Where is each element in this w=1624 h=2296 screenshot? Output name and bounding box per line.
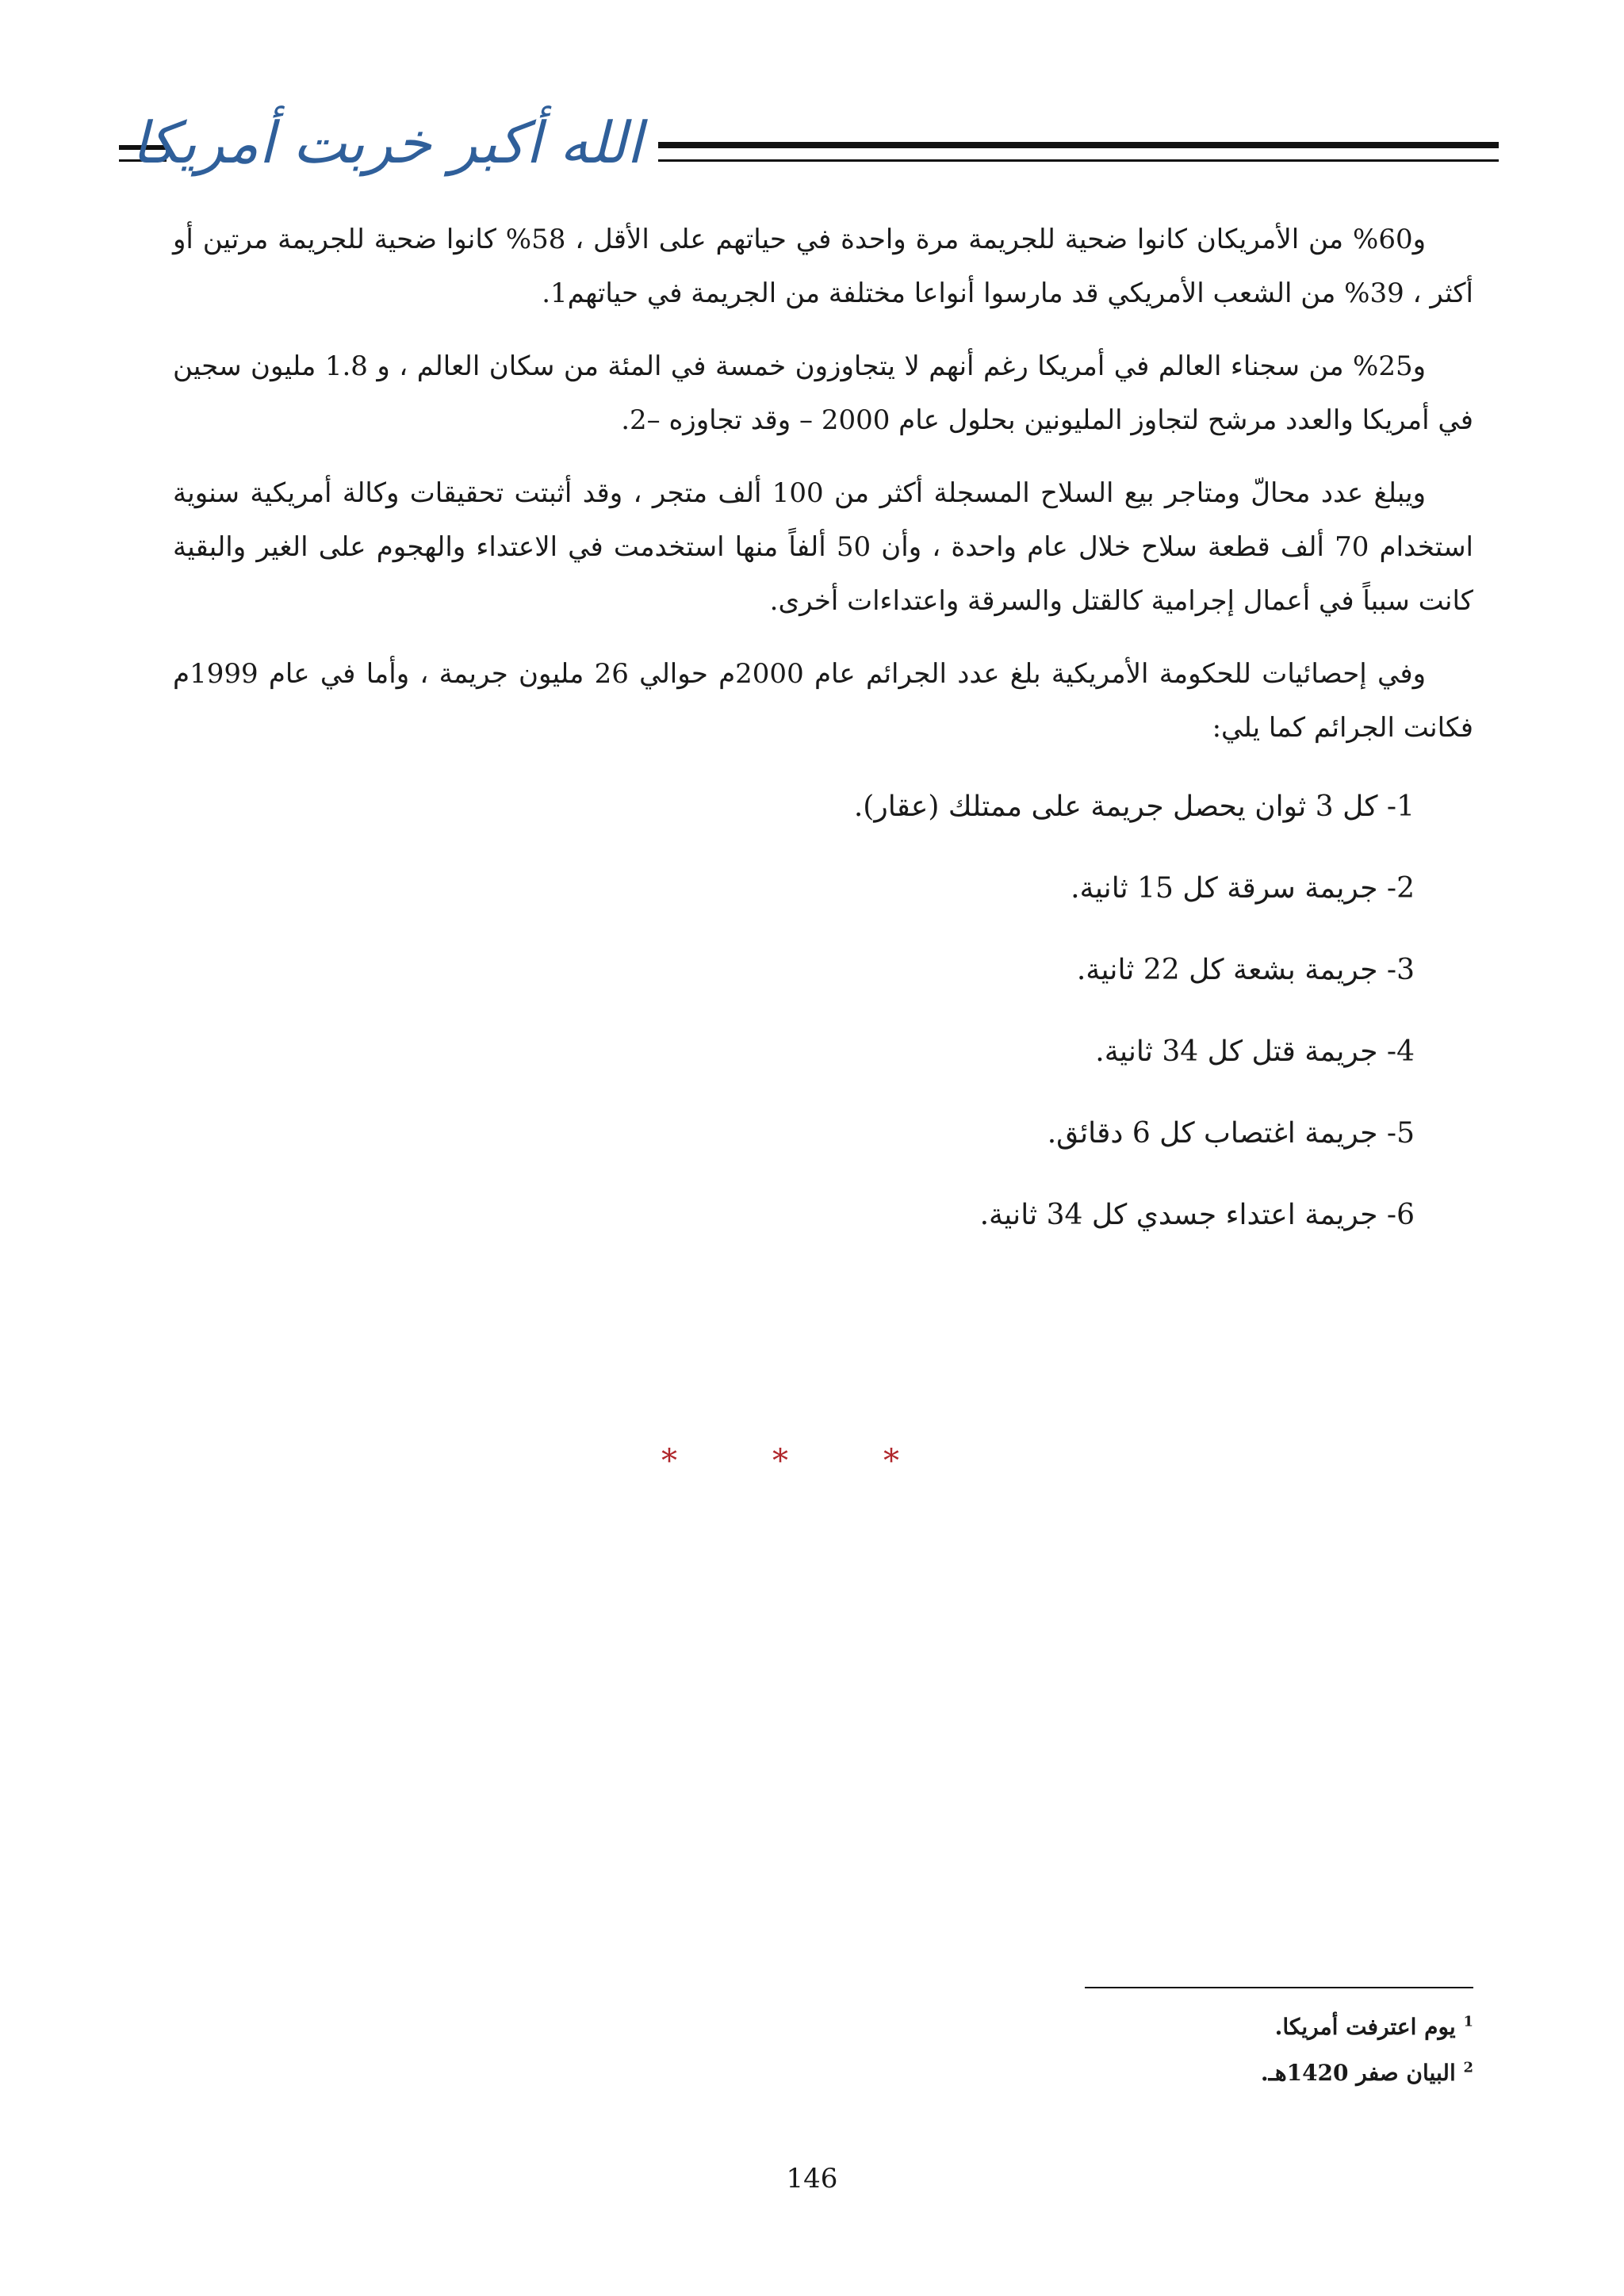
- paragraph-1: و60% من الأمريكان كانوا ضحية للجريمة مرة واحدة في حياتهم على الأقل ، 58% كانوا ضحية للجريمة مرتين أو أكثر ، 39% من الشعب الأمريكي قد مارسوا أنواعا مختلفة من الجريمة في حياتهم1.: [173, 224, 1473, 309]
- list-item: 6- جريمة اعتداء جسدي كل 34 ثانية.: [979, 1199, 1415, 1231]
- crime-list: [173, 766, 1473, 1256]
- asterisk-icon: *: [883, 1443, 899, 1479]
- footnotes: [793, 2004, 1473, 2096]
- header-rule-right: [658, 142, 1499, 162]
- paragraph-4: وفي إحصائيات للحكومة الأمريكية بلغ عدد الجرائم عام 2000م حوالي 26 مليون جريمة ، وأما في عام 1999م فكانت الجرائم كما يلي:: [173, 658, 1473, 744]
- footnote-2: [793, 2050, 1473, 2096]
- footnote-1: [793, 2004, 1473, 2050]
- footnote-text: يوم اعترفت أمريكا.: [1274, 2014, 1456, 2040]
- list-item: 1- كل 3 ثوان يحصل جريمة على ممتلك (عقار).: [853, 790, 1415, 823]
- paragraph-2: و25% من سجناء العالم في أمريكا رغم أنهم لا يتجاوزون خمسة في المئة من سكان العالم ، و 1.8 مليون سجين في أمريكا والعدد مرشح لتجاوز المليونين بحلول عام 2000 – وقد تجاوزه –2.: [173, 350, 1473, 436]
- footnote-marker: 2: [1463, 2059, 1473, 2076]
- page-header: [119, 99, 1499, 194]
- section-separator: [653, 1443, 907, 1490]
- main-text: [173, 212, 1473, 1256]
- list-item: 3- جريمة بشعة كل 22 ثانية.: [1076, 954, 1415, 986]
- asterisk-icon: *: [772, 1443, 788, 1479]
- asterisk-icon: *: [661, 1443, 677, 1479]
- paragraph-3: ويبلغ عدد محالّ ومتاجر بيع السلاح المسجلة أكثر من 100 ألف متجر ، وقد أثبتت تحقيقات وكالة أمريكية سنوية استخدام 70 ألف قطعة سلاح خلال عام واحدة ، وأن 50 ألفاً منها استخدمت في الاعتداء والهجوم على الغير والبقية كانت سبباً في أعمال إجرامية كالقتل والسرقة واعتداءات أخرى.: [173, 477, 1474, 617]
- footnote-divider: [1085, 1987, 1473, 1988]
- list-item: 5- جريمة اغتصاب كل 6 دقائق.: [1047, 1117, 1415, 1150]
- footnote-marker: 1: [1463, 2013, 1473, 2030]
- header-calligraphy-title: الله أكبر خربت أمريكا: [132, 109, 642, 176]
- footnote-text: البيان صفر 1420هـ.: [1260, 2060, 1456, 2086]
- list-item: 4- جريمة قتل كل 34 ثانية.: [1095, 1035, 1415, 1068]
- list-item: 2- جريمة سرقة كل 15 ثانية.: [1071, 872, 1415, 905]
- page-number: 146: [786, 2163, 838, 2195]
